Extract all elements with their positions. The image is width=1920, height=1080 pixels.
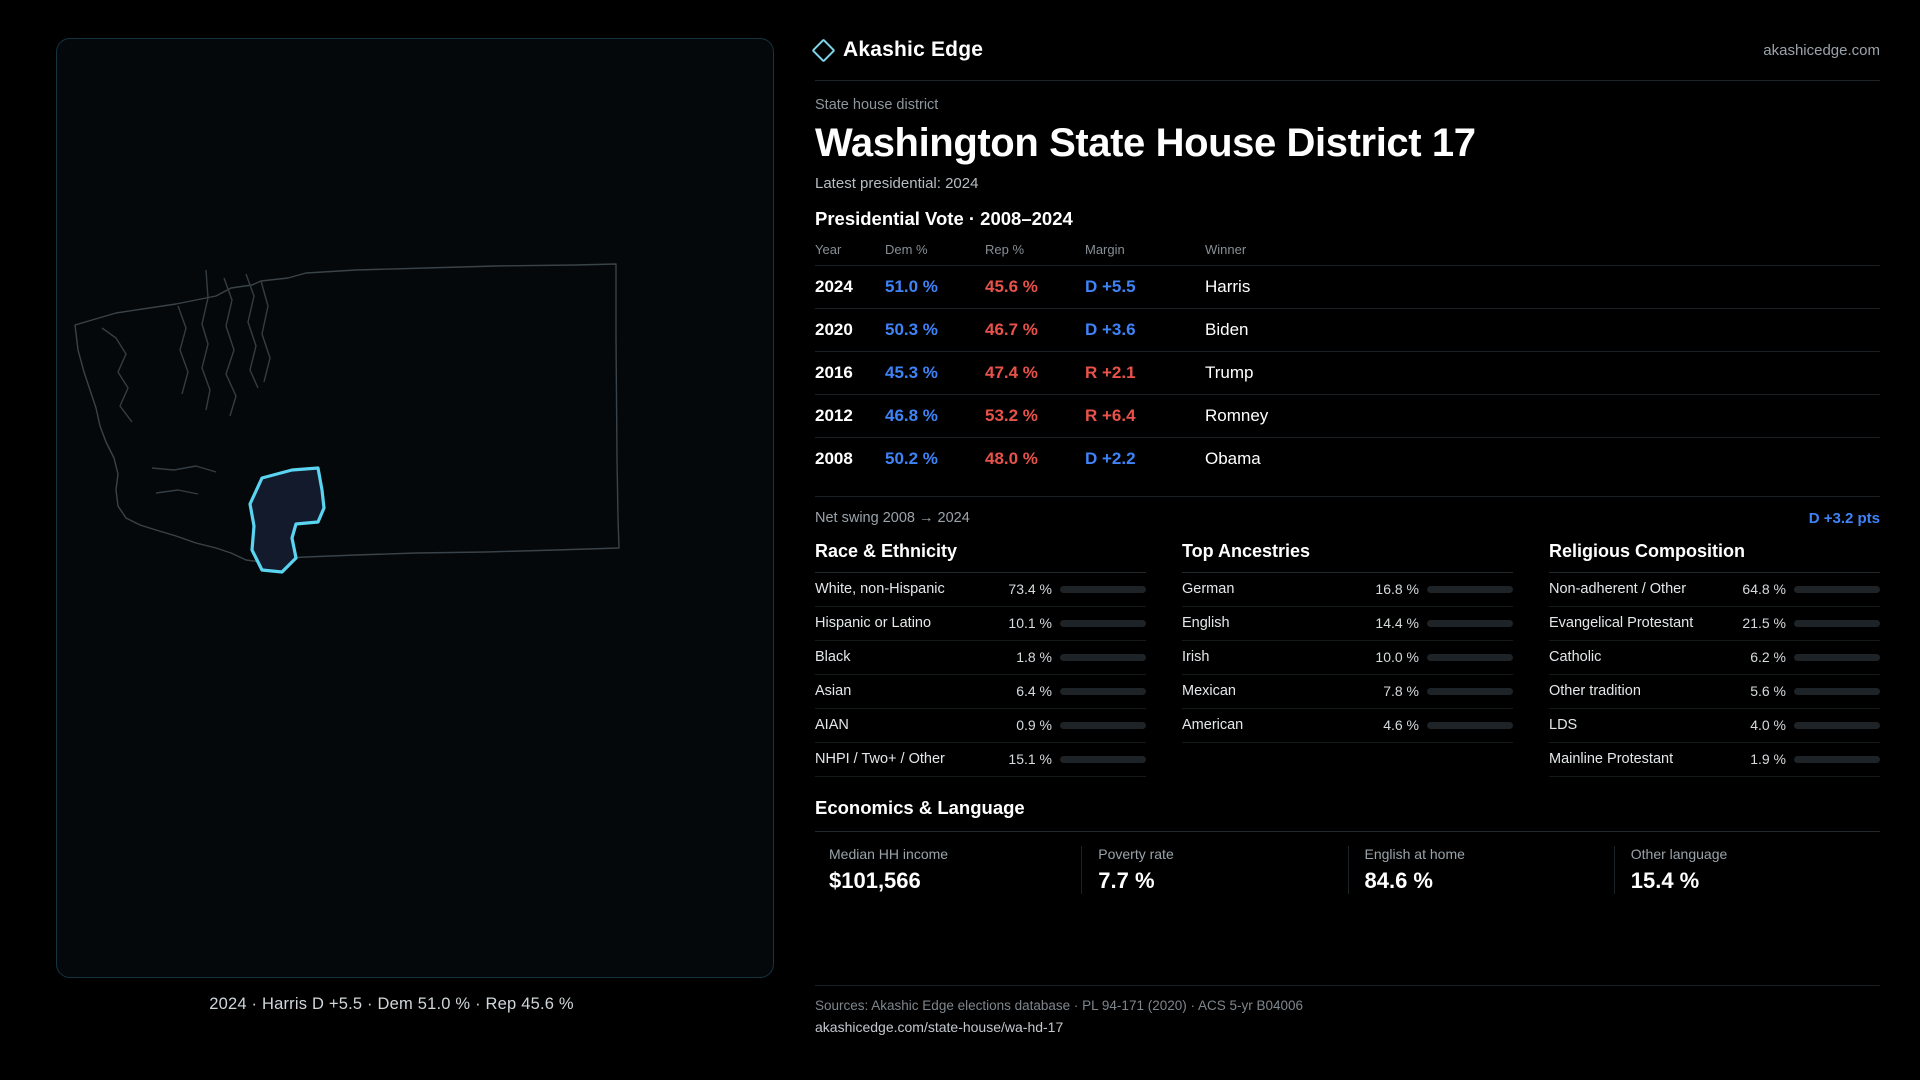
page-eyebrow: State house district — [815, 97, 939, 113]
item-pct: 10.1 % — [1008, 615, 1052, 632]
cell-rep: 48.0 % — [985, 437, 1085, 480]
item-label: AIAN — [815, 717, 849, 734]
stat-value: 7.7 % — [1098, 867, 1155, 893]
list-item — [1549, 709, 1880, 743]
list-item — [1182, 573, 1513, 607]
cell-winner: Biden — [1205, 308, 1880, 351]
latest-presidential-note: Latest presidential: 2024 — [815, 174, 979, 192]
cell-dem: 50.2 % — [885, 437, 985, 480]
content-panel — [783, 0, 1920, 1080]
brand-left — [815, 38, 983, 62]
item-bar — [1060, 722, 1146, 729]
cell-margin: R +6.4 — [1085, 394, 1205, 437]
list-item — [1549, 573, 1880, 607]
item-pct: 6.4 % — [1016, 683, 1052, 700]
presidential-vote-table — [815, 242, 1880, 480]
list-item — [815, 641, 1146, 675]
list-item — [1182, 607, 1513, 641]
item-pct: 64.8 % — [1742, 581, 1786, 598]
stat-value: 84.6 % — [1364, 867, 1433, 893]
item-bar — [1794, 722, 1880, 729]
table-header-row — [815, 242, 1880, 266]
stat-label: Median HH income — [829, 845, 949, 862]
map-caption: 2024 · Harris D +5.5 · Dem 51.0 % · Rep 45.6 % — [209, 995, 574, 1013]
cell-year: 2016 — [815, 351, 885, 394]
stat-card — [1348, 846, 1614, 894]
item-label: Irish — [1182, 649, 1210, 666]
list-item — [815, 573, 1146, 607]
item-bar — [1794, 688, 1880, 695]
table-row — [815, 308, 1880, 351]
cell-winner: Harris — [1205, 265, 1880, 308]
footer-divider — [815, 985, 1880, 986]
item-bar — [1427, 688, 1513, 695]
item-bar — [1427, 620, 1513, 627]
cell-margin: R +2.1 — [1085, 351, 1205, 394]
header-divider — [815, 80, 1880, 81]
cell-rep: 53.2 % — [985, 394, 1085, 437]
cell-year: 2020 — [815, 308, 885, 351]
economics-grid — [815, 831, 1880, 894]
race-ethnicity-title: Race & Ethnicity — [815, 541, 1146, 573]
list-item — [1182, 675, 1513, 709]
cell-rep: 46.7 % — [985, 308, 1085, 351]
item-label: Catholic — [1549, 649, 1602, 666]
religion-title: Religious Composition — [1549, 541, 1880, 573]
stat-value: $101,566 — [829, 867, 921, 893]
item-bar — [1060, 688, 1146, 695]
item-bar — [1060, 586, 1146, 593]
item-bar — [1794, 756, 1880, 763]
item-pct: 5.6 % — [1750, 683, 1786, 700]
net-swing-label: Net swing 2008 → 2024 — [815, 510, 970, 527]
page-title: Washington State House District 17 — [815, 121, 1476, 165]
presidential-section-title: Presidential Vote · 2008–2024 — [815, 207, 1073, 229]
item-pct: 14.4 % — [1375, 615, 1419, 632]
footer-url: akashicedge.com/state-house/wa-hd-17 — [815, 1019, 1064, 1035]
table-row — [815, 437, 1880, 480]
table-head — [815, 242, 1880, 266]
cell-dem: 45.3 % — [885, 351, 985, 394]
cell-year: 2024 — [815, 265, 885, 308]
cell-rep: 47.4 % — [985, 351, 1085, 394]
item-pct: 4.6 % — [1383, 717, 1419, 734]
list-item — [815, 709, 1146, 743]
item-bar — [1794, 620, 1880, 627]
table-body — [815, 265, 1880, 480]
cell-margin: D +2.2 — [1085, 437, 1205, 480]
list-item — [815, 607, 1146, 641]
stat-label: Other language — [1630, 845, 1728, 862]
table-row — [815, 265, 1880, 308]
item-bar — [1060, 620, 1146, 627]
item-pct: 1.8 % — [1016, 649, 1052, 666]
item-bar — [1060, 654, 1146, 661]
table-row — [815, 351, 1880, 394]
brand-url: akashicedge.com — [1763, 41, 1880, 59]
item-label: Non-adherent / Other — [1549, 581, 1687, 598]
col-rep: Rep % — [985, 242, 1085, 266]
item-bar — [1427, 722, 1513, 729]
item-label: Black — [815, 649, 851, 666]
col-dem: Dem % — [885, 242, 985, 266]
item-label: German — [1182, 581, 1235, 598]
net-swing-value: D +3.2 pts — [1808, 509, 1880, 527]
list-item — [1182, 709, 1513, 743]
item-label: LDS — [1549, 717, 1578, 734]
item-bar — [1794, 654, 1880, 661]
state-map — [56, 38, 774, 978]
item-pct: 73.4 % — [1008, 581, 1052, 598]
ancestries-title: Top Ancestries — [1182, 541, 1513, 573]
item-label: NHPI / Two+ / Other — [815, 751, 945, 768]
list-item — [1549, 743, 1880, 777]
item-label: Mexican — [1182, 683, 1236, 700]
cell-rep: 45.6 % — [985, 265, 1085, 308]
item-pct: 16.8 % — [1375, 581, 1419, 598]
item-bar — [1427, 586, 1513, 593]
diamond-icon — [811, 38, 835, 62]
item-bar — [1060, 756, 1146, 763]
item-pct: 0.9 % — [1016, 717, 1052, 734]
item-pct: 4.0 % — [1750, 717, 1786, 734]
item-label: Mainline Protestant — [1549, 751, 1674, 768]
ancestries-column — [1182, 541, 1513, 777]
item-pct: 21.5 % — [1742, 615, 1786, 632]
cell-dem: 46.8 % — [885, 394, 985, 437]
cell-winner: Trump — [1205, 351, 1880, 394]
footer-sources: Sources: Akashic Edge elections database · PL 94-171 (2020) · ACS 5-yr B04006 — [815, 998, 1304, 1013]
list-item — [1549, 675, 1880, 709]
map-panel — [0, 0, 783, 1080]
demographics-grid — [815, 541, 1880, 777]
table-row — [815, 394, 1880, 437]
list-item — [815, 675, 1146, 709]
item-label: White, non-Hispanic — [815, 581, 945, 598]
item-pct: 7.8 % — [1383, 683, 1419, 700]
col-year: Year — [815, 242, 885, 266]
cell-winner: Romney — [1205, 394, 1880, 437]
cell-winner: Obama — [1205, 437, 1880, 480]
list-item — [1549, 641, 1880, 675]
race-ethnicity-column — [815, 541, 1146, 777]
cell-margin: D +5.5 — [1085, 265, 1205, 308]
list-item — [815, 743, 1146, 777]
item-bar — [1427, 654, 1513, 661]
stat-label: Poverty rate — [1098, 845, 1174, 862]
list-item — [1182, 641, 1513, 675]
stat-card — [1081, 846, 1347, 894]
brand-name: Akashic Edge — [843, 38, 984, 61]
cell-year: 2008 — [815, 437, 885, 480]
item-pct: 1.9 % — [1750, 751, 1786, 768]
list-item — [1549, 607, 1880, 641]
stat-card — [1614, 846, 1880, 894]
item-label: Other tradition — [1549, 683, 1641, 700]
stat-label: English at home — [1364, 845, 1465, 862]
state-map-svg — [56, 38, 774, 978]
stat-value: 15.4 % — [1630, 867, 1700, 893]
footer — [815, 985, 1880, 1035]
item-pct: 6.2 % — [1750, 649, 1786, 666]
item-label: Asian — [815, 683, 852, 700]
net-swing-row — [815, 496, 1880, 527]
item-bar — [1794, 586, 1880, 593]
item-label: Hispanic or Latino — [815, 615, 932, 632]
col-winner: Winner — [1205, 242, 1880, 266]
item-pct: 15.1 % — [1008, 751, 1052, 768]
brand-bar — [815, 0, 1880, 62]
col-margin: Margin — [1085, 242, 1205, 266]
cell-year: 2012 — [815, 394, 885, 437]
cell-margin: D +3.6 — [1085, 308, 1205, 351]
item-pct: 10.0 % — [1375, 649, 1419, 666]
item-label: English — [1182, 615, 1230, 632]
item-label: Evangelical Protestant — [1549, 615, 1694, 632]
religion-column — [1549, 541, 1880, 777]
item-label: American — [1182, 717, 1244, 734]
cell-dem: 50.3 % — [885, 308, 985, 351]
cell-dem: 51.0 % — [885, 265, 985, 308]
stat-card — [815, 846, 1081, 894]
economics-title: Economics & Language — [815, 796, 1025, 818]
